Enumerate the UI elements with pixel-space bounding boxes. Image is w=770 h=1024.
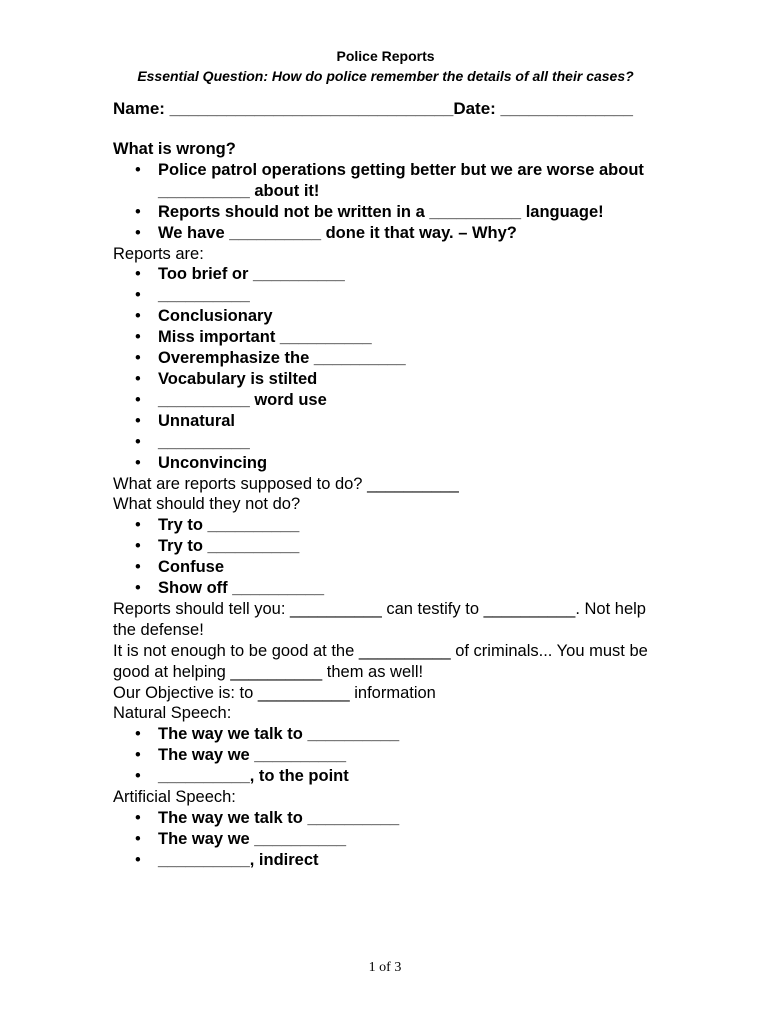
list-item-text: __________	[158, 432, 250, 451]
page-number: 1 of 3	[368, 960, 402, 975]
list-item	[113, 390, 658, 411]
bullet-icon: •	[135, 432, 141, 451]
bullet-icon: •	[135, 579, 141, 598]
bullet-icon: •	[135, 537, 141, 556]
list-item-text: The way we talk to __________	[158, 725, 400, 744]
list-item	[113, 285, 658, 306]
list-item-text: Try to __________	[158, 537, 300, 556]
list-item-text: __________, to the point	[158, 767, 349, 786]
natural-speech-heading: Natural Speech:	[113, 704, 232, 723]
not-enough-paragraph: It is not enough to be good at the __________ of criminals... You must be good at helping __________ them as well!	[113, 641, 648, 681]
list-item-text: Miss important __________	[158, 328, 372, 347]
list-item	[113, 223, 658, 244]
not-do-heading: What should they not do?	[113, 495, 301, 514]
list-item-text: The way we __________	[158, 829, 347, 848]
list-item	[113, 557, 658, 578]
not-do-list	[113, 515, 658, 599]
bullet-icon: •	[135, 809, 141, 827]
bullet-icon: •	[135, 725, 141, 744]
list-item-text: Reports should not be written in a __________ language!	[158, 202, 604, 221]
list-item	[113, 264, 658, 285]
list-item-text: Vocabulary is stilted	[158, 369, 318, 388]
reports-should-tell-paragraph: Reports should tell you: __________ can testify to __________. Not help the defense!	[113, 599, 646, 639]
list-item	[113, 766, 658, 787]
artificial-speech-list	[113, 808, 658, 871]
bullet-icon: •	[135, 328, 141, 347]
list-item-text: Unnatural	[158, 411, 236, 430]
bullet-icon: •	[135, 411, 141, 430]
document-page	[113, 46, 658, 871]
list-item	[113, 724, 658, 745]
what-is-wrong-list	[113, 160, 658, 244]
objective-line: Our Objective is: to __________ information	[113, 683, 436, 702]
list-item-text: __________ word use	[158, 390, 327, 409]
bullet-icon: •	[135, 390, 141, 409]
list-item-text: Police patrol operations getting better but we are worse about __________ about it!	[158, 160, 644, 200]
bullet-icon: •	[135, 516, 141, 535]
spacer	[113, 120, 658, 139]
bullet-icon: •	[135, 286, 141, 305]
list-item-text: __________	[158, 286, 250, 305]
list-item-text: __________, indirect	[158, 850, 319, 869]
bullet-icon: •	[135, 349, 141, 368]
bullet-icon: •	[135, 850, 141, 869]
list-item	[113, 536, 658, 557]
supposed-to-do-question: What are reports supposed to do? __________	[113, 474, 459, 493]
bullet-icon: •	[135, 746, 141, 765]
list-item	[113, 829, 658, 850]
list-item-text: The way we __________	[158, 746, 347, 765]
name-date-line: Name: ______________________________Date: ______________	[113, 99, 633, 118]
list-item-text: Too brief or __________	[158, 265, 345, 284]
natural-speech-list	[113, 724, 658, 787]
list-item	[113, 411, 658, 432]
reports-are-heading: Reports are:	[113, 244, 204, 263]
list-item-text: Unconvincing	[158, 453, 268, 472]
list-item	[113, 160, 658, 202]
bullet-icon: •	[135, 307, 141, 326]
list-item-text: Conclusionary	[158, 307, 273, 326]
document-title: Police Reports	[336, 48, 435, 64]
bullet-icon: •	[135, 160, 141, 179]
list-item	[113, 808, 658, 829]
artificial-speech-heading: Artificial Speech:	[113, 788, 236, 807]
list-item-text: The way we talk to __________	[158, 809, 400, 827]
list-item	[113, 515, 658, 536]
list-item	[113, 306, 658, 327]
list-item-text: Show off __________	[158, 579, 324, 598]
bullet-icon: •	[135, 265, 141, 284]
list-item-text: We have __________ done it that way. – Why?	[158, 223, 517, 242]
reports-are-list	[113, 264, 658, 473]
list-item	[113, 850, 658, 871]
list-item-text: Confuse	[158, 558, 224, 577]
list-item	[113, 369, 658, 390]
list-item	[113, 578, 658, 599]
list-item-text: Try to __________	[158, 516, 300, 535]
list-item	[113, 745, 658, 766]
bullet-icon: •	[135, 202, 141, 221]
list-item-text: Overemphasize the __________	[158, 349, 406, 368]
what-is-wrong-heading: What is wrong?	[113, 140, 236, 158]
list-item	[113, 202, 658, 223]
bullet-icon: •	[135, 369, 141, 388]
bullet-icon: •	[135, 767, 141, 786]
bullet-icon: •	[135, 453, 141, 472]
bullet-icon: •	[135, 829, 141, 848]
essential-question: Essential Question: How do police remember the details of all their cases?	[137, 68, 634, 84]
list-item	[113, 327, 658, 348]
list-item	[113, 432, 658, 453]
bullet-icon: •	[135, 223, 141, 242]
bullet-icon: •	[135, 558, 141, 577]
list-item	[113, 348, 658, 369]
list-item	[113, 453, 658, 474]
